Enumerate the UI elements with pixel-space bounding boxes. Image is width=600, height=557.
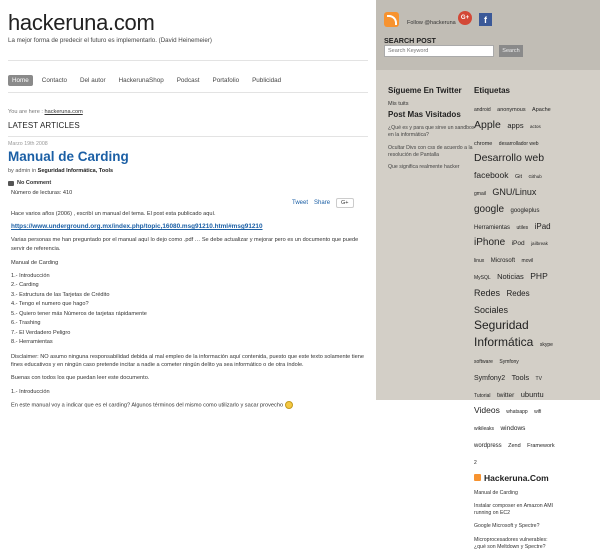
recent-post-link[interactable]: Microprocesadores vulnerables: ¿qué son Meltdown y Spectre? (474, 536, 548, 550)
manual-title: Manual de Carding (11, 260, 59, 267)
most-visited-heading: Post Mas Visitados (388, 110, 461, 119)
follow-twitter-link[interactable]: Follow @hackeruna (407, 20, 456, 26)
tag-link[interactable]: Apache (532, 107, 551, 113)
tag-link[interactable]: google (474, 203, 505, 215)
tag-link[interactable]: facebook (474, 170, 509, 181)
tag-link[interactable]: windows (500, 425, 526, 433)
tag-link[interactable]: apps (507, 120, 524, 130)
gplus-share-button[interactable]: G+ (336, 198, 354, 208)
rss-icon[interactable] (384, 12, 399, 27)
smiley-icon (285, 401, 293, 409)
post-paragraph: Varias personas me han preguntado por el manual aquí lo dejo como .pdf … Se debe actualizar y mejorar pero es un documento que puede servir de referencia. (11, 237, 359, 252)
tag-link[interactable]: utiles (516, 224, 529, 231)
breadcrumb-home-link[interactable]: hackeruna.com (44, 109, 83, 115)
no-comment-label: No Comment (17, 180, 52, 186)
recent-post-link[interactable]: Instalar composer en Amazon AMI running on EC2 (474, 502, 554, 517)
most-visited-link[interactable]: Que significa realmente hacker (388, 164, 460, 171)
search-button[interactable]: Search (499, 45, 523, 57)
toc-item: 8.- Herramientas (11, 339, 53, 346)
divider (8, 92, 368, 93)
tag-link[interactable]: jailbreak (531, 241, 548, 247)
sidebar-right-column (474, 86, 558, 557)
main-nav (8, 75, 368, 86)
tag-link[interactable]: iPhone (474, 237, 506, 249)
tag-link[interactable]: wikileaks (474, 426, 495, 433)
site-title[interactable]: hackeruna.com (8, 10, 155, 35)
reads-count: Número de lecturas: 410 (11, 190, 73, 196)
rss-icon (474, 474, 481, 481)
tag-link[interactable]: movil (521, 258, 534, 265)
tag-link[interactable]: iPod (511, 240, 525, 248)
twitter-heading: Sígueme En Twitter (388, 86, 462, 95)
tag-link[interactable]: chrome (474, 140, 493, 147)
tag-link[interactable]: TV (535, 375, 542, 382)
breadcrumb (8, 109, 368, 115)
byline-prefix: by admin in (8, 168, 37, 174)
tag-link[interactable]: Tutorial (474, 392, 491, 399)
toc-item: 1.- Introducción (11, 272, 50, 279)
tag-link[interactable]: Sociales (474, 304, 509, 315)
comment-icon (8, 181, 14, 186)
nav-item-publicidad[interactable]: Publicidad (252, 77, 282, 84)
divider (8, 136, 368, 137)
sidebar-header (376, 0, 600, 70)
tag-link[interactable]: Framework (527, 442, 555, 449)
main-content (0, 0, 376, 409)
section-intro: 1.- Introducción (11, 388, 50, 395)
my-tweets-link[interactable]: Mis tuits (388, 101, 409, 107)
tag-link[interactable]: googleplus (510, 207, 540, 214)
recent-post-link[interactable]: Manual de Carding (474, 489, 518, 496)
tag-link[interactable]: anonymous (497, 107, 526, 113)
tag-link[interactable]: software (474, 358, 493, 365)
tag-link[interactable]: Redes (506, 288, 530, 298)
toc-item: 3.- Estructura de las Tarjetas de Crédito (11, 291, 110, 298)
share-button[interactable]: Share (314, 200, 331, 206)
tag-link[interactable]: Apple (474, 118, 501, 131)
site-tagline: La mejor forma de predecir el futuro es implementarlo. (David Heinemeier) (8, 37, 212, 44)
tag-link[interactable]: gmail (474, 190, 486, 197)
tag-link[interactable]: wifi (534, 409, 542, 416)
toc-item: 7.- El Verdadero Peligro (11, 329, 71, 336)
recent-post-link[interactable]: Google Microsoft y Spectre? (474, 523, 540, 530)
nav-item-hackerunashop[interactable]: HackerunaShop (118, 77, 164, 84)
post-source-link[interactable]: https://www.underground.org.mx/index.php/topic,16080.msg91210.html#msg91210 (11, 223, 263, 231)
share-buttons (292, 198, 354, 208)
tag-link[interactable]: MySQL (474, 274, 491, 281)
toc-item: 2.- Carding (11, 282, 39, 289)
greeting-text: Buenas con todos los que puedan leer este documento. (11, 375, 150, 382)
tweet-button[interactable]: Tweet (292, 200, 309, 206)
divider (8, 60, 368, 61)
tag-link[interactable]: twitter (496, 391, 515, 399)
tag-link[interactable]: GNU/Linux (492, 186, 537, 197)
closing-text (11, 401, 368, 410)
tag-link[interactable]: Seguridad (474, 318, 529, 333)
tag-cloud (474, 99, 558, 469)
tag-link[interactable]: android (474, 107, 491, 113)
tag-link[interactable]: ubuntu (520, 389, 544, 399)
tag-link[interactable]: 2 (474, 459, 477, 466)
most-visited-list (388, 125, 478, 171)
nav-item-portafolio[interactable]: Portafolio (212, 77, 240, 84)
toc-item: 4.- Tengo el numero que hago? (11, 301, 89, 308)
nav-item-podcast[interactable]: Podcast (176, 77, 200, 84)
post-intro: Hace varios años (2006) , escribí un manual del tema. El post esta publicado aquí. (11, 211, 216, 217)
breadcrumb-prefix: You are here : (8, 109, 43, 115)
post-date: Marzo 19th 2008 (8, 141, 48, 147)
facebook-icon[interactable]: f (479, 13, 492, 26)
tag-link[interactable]: Symfony (499, 358, 519, 365)
sidebar-left-column (388, 86, 478, 176)
feed-title: Hackeruna.Com (484, 472, 549, 483)
tag-link[interactable]: wordpress (474, 442, 502, 449)
post-categories[interactable]: Seguridad Informática, Tools (37, 168, 114, 174)
tag-link[interactable]: iPad (534, 221, 551, 231)
tag-link[interactable]: whatsapp (506, 409, 528, 416)
tag-link[interactable]: Tools (511, 372, 530, 382)
nav-item-del-autor[interactable]: Del autor (80, 77, 106, 84)
tag-link[interactable]: Noticias (497, 271, 524, 281)
toc-item: 6.- Trashing (11, 320, 41, 327)
tag-link[interactable]: skype (539, 342, 553, 349)
tag-link[interactable]: Informática (474, 335, 534, 350)
tag-link[interactable]: Git (514, 174, 522, 181)
tag-link[interactable]: actos (530, 123, 541, 129)
nav-item-home[interactable]: Home (8, 75, 33, 86)
hackeruna-feed-title[interactable] (474, 473, 558, 483)
toc-list (11, 272, 368, 348)
tag-link[interactable]: Microsoft (490, 258, 516, 265)
tag-link[interactable]: Desarrollo web (474, 152, 545, 165)
disclaimer: Disclaimer: NO asumo ninguna responsabilidad debida al mal empleo de la información aquí contenida, puesto que este texto solamente tiene fines educativos y en ningún caso pretende incitar a nadie a cometer ningún delito ya sea informático o de otra índole. (11, 353, 364, 368)
tag-link[interactable]: desarrollador web (498, 140, 539, 147)
closing-sentence: En este manual voy a indicar que es el carding? Algunos términos del mismo como utilizarlo y sacar provecho (11, 402, 284, 409)
post-title[interactable]: Manual de Carding (8, 149, 129, 164)
tag-link[interactable]: Redes (474, 287, 501, 298)
tag-link[interactable]: Github (528, 174, 542, 180)
latest-articles-heading: LATEST ARTICLES (8, 121, 80, 130)
most-visited-link[interactable]: Ocultar Divs con css de acuerdo a la resolución de Pantalla (388, 144, 473, 158)
post-byline (8, 168, 368, 174)
tag-link[interactable]: PHP (530, 270, 548, 281)
most-visited-link[interactable]: ¿Qué es y para que sirve un sandbox en la informática? (388, 125, 475, 139)
toc-item: 5.- Quiero tener más Números de tarjetas rápidamente (11, 310, 147, 317)
search-input[interactable] (384, 45, 494, 57)
sidebar (376, 0, 600, 550)
tag-link[interactable]: Videos (474, 405, 500, 416)
nav-item-contacto[interactable]: Contacto (41, 77, 67, 84)
tags-heading: Etiquetas (474, 86, 511, 95)
search-heading: SEARCH POST (384, 36, 436, 45)
google-plus-icon[interactable]: G+ (458, 11, 472, 25)
recent-posts-list (474, 490, 558, 552)
share-row (8, 186, 368, 206)
tag-link[interactable]: Symfony2 (474, 374, 506, 382)
tag-link[interactable]: Zend (508, 442, 521, 449)
tag-link[interactable]: linux (474, 258, 485, 265)
tag-link[interactable]: Herramientas (474, 224, 511, 231)
